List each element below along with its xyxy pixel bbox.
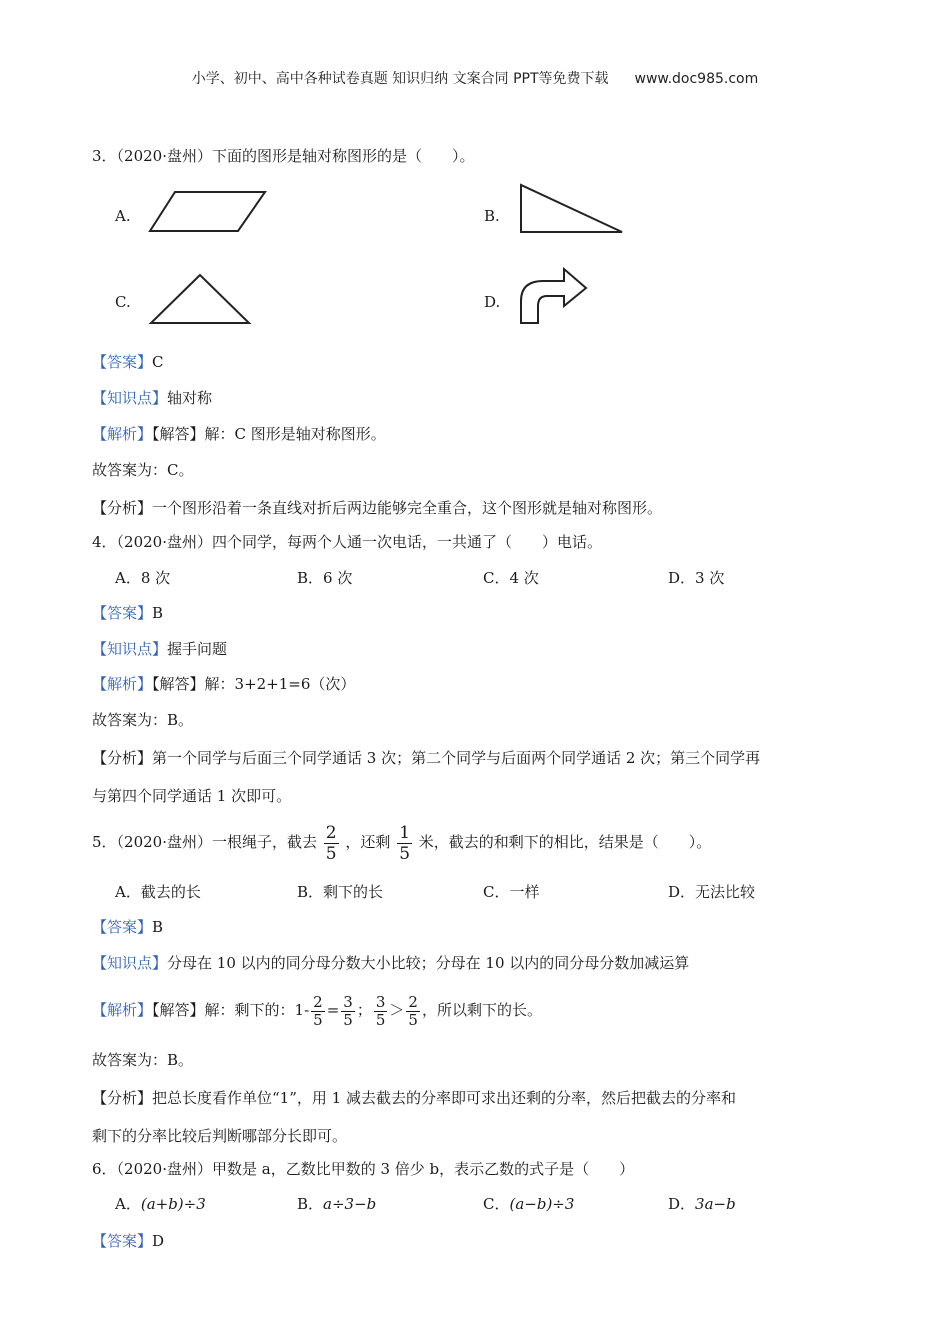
q5-solution-line <box>92 988 542 1032</box>
q4-analysis-1: 第一个同学与后面三个同学通话 3 次；第二个同学与后面两个同学通话 2 次；第三个同学再 <box>152 749 761 767</box>
q3-answer: C <box>152 353 164 371</box>
q5-option-d: D．无法比较 <box>668 883 756 901</box>
q6-option-b-expr: a÷3−b <box>323 1195 377 1213</box>
q5-stem-c: 米，截去的和剩下的相比，结果是（ ）。 <box>418 833 712 851</box>
q3-option-d-label: D. <box>484 293 501 311</box>
answer-tag: 【答案】 <box>92 353 153 371</box>
q5-sol-f3-numerator: 3 <box>375 992 386 1011</box>
q4-option-c: C．4 次 <box>483 569 539 587</box>
q6-option-a-label: A． <box>115 1195 141 1213</box>
q4-point-line <box>92 638 227 660</box>
q3-analysis-line <box>92 497 662 519</box>
q5-sol-f4-numerator: 2 <box>408 992 418 1011</box>
q5-option-b: B．剩下的长 <box>297 883 384 901</box>
q5-analysis-1: 把总长度看作单位“1”，用 1 减去截去的分率即可求出还剩的分率，然后把截去的分率和 <box>152 1089 736 1107</box>
q6-option-c <box>483 1193 574 1214</box>
q5-sol-f1-denominator: 5 <box>313 1010 323 1029</box>
q6-option-a <box>115 1193 206 1214</box>
q4-option-a: A．8 次 <box>115 569 171 587</box>
q5-option-c: C．一样 <box>483 883 540 901</box>
q6-option-c-expr: (a−b)÷3 <box>509 1195 575 1213</box>
q5-sol-eq: = <box>326 1001 340 1019</box>
q6-option-d-expr: 3a−b <box>695 1195 736 1213</box>
q4-answer: B <box>152 604 164 622</box>
q5-analysis-line2: 剩下的分率比较后判断哪部分长即可。 <box>92 1127 348 1145</box>
analysis-tag: 【解析】 <box>92 1001 153 1019</box>
q5-frac2-numerator: 1 <box>399 822 411 843</box>
q6-option-d <box>668 1193 736 1214</box>
q5-sol-end: ，所以剩下的长。 <box>421 1001 542 1019</box>
point-tag: 【知识点】 <box>92 389 168 407</box>
q5-conclusion: 故答案为：B。 <box>92 1051 194 1069</box>
q5-sol-f2-numerator: 3 <box>343 992 353 1011</box>
q5-fraction-cut <box>324 823 339 864</box>
q5-stem-a: 5．（2020·盘州）一根绳子，截去 <box>92 833 317 851</box>
fenxi-tag: 【分析】 <box>92 499 153 517</box>
solution-tag: 【解答】 <box>152 425 205 443</box>
q3-solution: 解：C 图形是轴对称图形。 <box>204 425 386 443</box>
q5-sol-gt: ＞ <box>389 1001 405 1019</box>
q5-sol-f2-denominator: 5 <box>343 1010 353 1029</box>
q5-answer: B <box>152 918 164 936</box>
answer-tag: 【答案】 <box>92 604 153 622</box>
q5-sol-fraction-1 <box>311 994 325 1029</box>
q6-option-c-label: C． <box>483 1195 510 1213</box>
q6-option-b <box>297 1193 376 1214</box>
q5-point-line <box>92 952 689 974</box>
q3-right-triangle-figure <box>518 182 628 236</box>
point-tag: 【知识点】 <box>92 640 168 658</box>
q4-answer-line <box>92 602 163 624</box>
q4-conclusion: 故答案为：B。 <box>92 711 194 729</box>
q5-fraction-left <box>397 823 412 864</box>
q6-option-b-label: B． <box>297 1195 324 1213</box>
analysis-tag: 【解析】 <box>92 675 153 693</box>
q3-point-line <box>92 387 212 409</box>
q3-point: 轴对称 <box>167 389 213 407</box>
page-header <box>0 68 950 88</box>
point-tag: 【知识点】 <box>92 954 168 972</box>
q5-stem-b: ，还剩 <box>345 833 391 851</box>
q5-stem <box>92 820 711 864</box>
q3-stem: 3．（2020·盘州）下面的图形是轴对称图形的是（ ）。 <box>92 147 475 165</box>
q5-sol-f1-numerator: 2 <box>313 992 323 1011</box>
q3-arrow-figure <box>518 266 590 326</box>
fenxi-tag: 【分析】 <box>92 1089 153 1107</box>
q3-option-a-label: A. <box>115 207 131 225</box>
q4-point: 握手问题 <box>167 640 228 658</box>
solution-tag: 【解答】 <box>152 675 205 693</box>
q5-sol-fraction-4 <box>406 994 420 1029</box>
analysis-tag: 【解析】 <box>92 425 153 443</box>
q3-analysis: 一个图形沿着一条直线对折后两边能够完全重合，这个图形就是轴对称图形。 <box>152 499 663 517</box>
q6-stem: 6．（2020·盘州）甲数是 a，乙数比甲数的 3 倍少 b，表示乙数的式子是（ ） <box>92 1160 635 1178</box>
q5-sol-fraction-3 <box>374 994 388 1029</box>
q3-isosceles-triangle-figure <box>148 272 252 326</box>
q4-stem: 4．（2020·盘州）四个同学，每两个人通一次电话，一共通了（ ）电话。 <box>92 533 602 551</box>
q3-conclusion: 故答案为：C。 <box>92 461 194 479</box>
q4-solution-line <box>92 673 355 695</box>
q6-answer: D <box>152 1232 165 1250</box>
q5-sol-a: 解：剩下的：1- <box>204 1001 310 1019</box>
q6-answer-line <box>92 1230 164 1252</box>
q5-frac1-denominator: 5 <box>325 843 337 864</box>
q4-option-d: D．3 次 <box>668 569 725 587</box>
header-left-text: 小学、初中、高中各种试卷真题 知识归纳 文案合同 PPT等免费下载 <box>191 71 609 87</box>
q5-sol-f4-denominator: 5 <box>408 1010 418 1029</box>
q5-frac1-numerator: 2 <box>325 822 337 843</box>
fenxi-tag: 【分析】 <box>92 749 153 767</box>
q3-option-b-label: B. <box>484 207 500 225</box>
q3-answer-line <box>92 351 164 373</box>
q3-solution-line <box>92 423 386 445</box>
q4-analysis-line2: 与第四个同学通话 1 次即可。 <box>92 787 292 805</box>
answer-tag: 【答案】 <box>92 918 153 936</box>
q6-option-a-expr: (a+b)÷3 <box>140 1195 206 1213</box>
q4-analysis-line1 <box>92 747 760 769</box>
q5-point: 分母在 10 以内的同分母分数大小比较；分母在 10 以内的同分母分数加减运算 <box>167 954 690 972</box>
q6-option-d-label: D． <box>668 1195 696 1213</box>
q5-option-a: A．截去的长 <box>115 883 201 901</box>
q5-sol-semi: ； <box>356 1001 372 1019</box>
header-url: www.doc985.com <box>634 71 759 87</box>
q4-solution: 解：3+2+1=6（次） <box>204 675 356 693</box>
answer-tag: 【答案】 <box>92 1232 153 1250</box>
q5-sol-fraction-2 <box>341 994 355 1029</box>
q5-analysis-line1 <box>92 1087 736 1109</box>
solution-tag: 【解答】 <box>152 1001 205 1019</box>
q4-option-b: B．6 次 <box>297 569 353 587</box>
q3-parallelogram-figure <box>148 190 268 234</box>
q5-sol-f3-denominator: 5 <box>375 1010 386 1029</box>
q5-answer-line <box>92 916 163 938</box>
q3-option-c-label: C. <box>115 293 131 311</box>
q5-frac2-denominator: 5 <box>399 843 411 864</box>
